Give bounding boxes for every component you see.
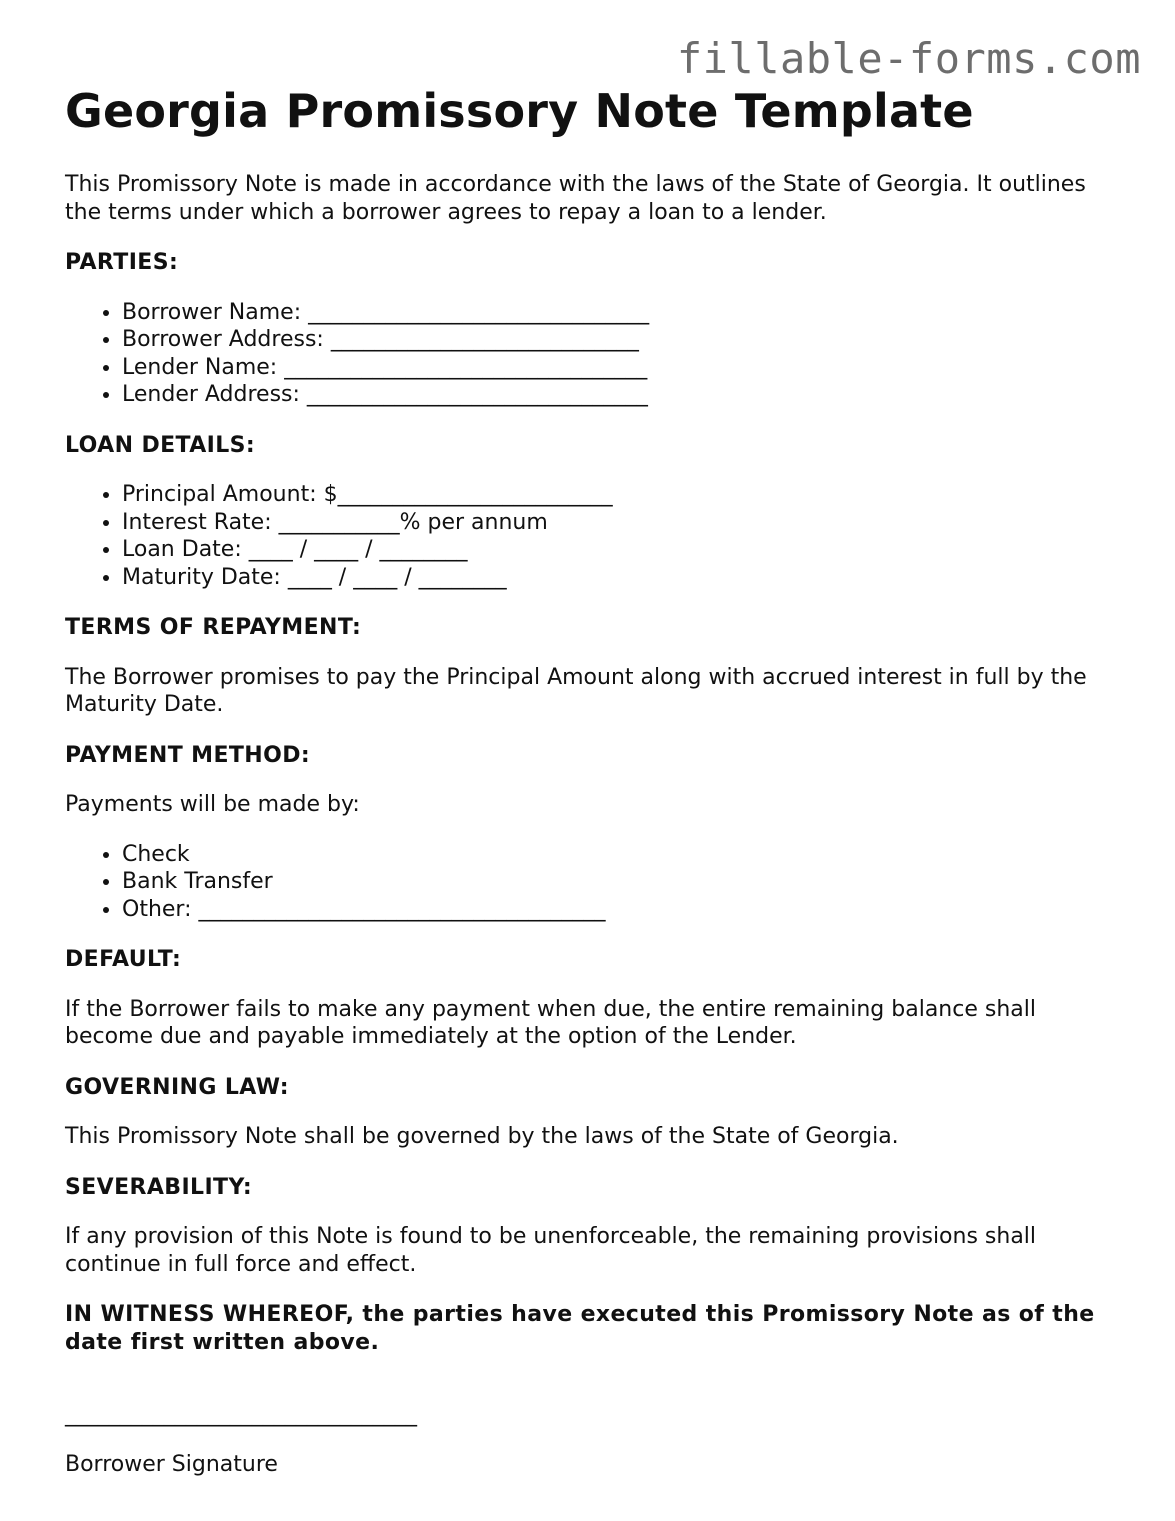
witness-statement: IN WITNESS WHEREOF, the parties have executed this Promissory Note as of the date first written above. — [65, 1302, 1095, 1355]
list-item-principal-amount[interactable]: • Principal Amount: $_________________________ — [122, 481, 1125, 509]
list-item-bank-transfer: • Bank Transfer — [122, 868, 1125, 896]
payment-method-paragraph: Payments will be made by: — [65, 792, 360, 817]
list-item-check: • Check — [122, 841, 1125, 869]
parties-heading: PARTIES: — [65, 250, 179, 275]
terms-heading: TERMS OF REPAYMENT: — [65, 615, 362, 640]
watermark: fillable-forms.com — [676, 34, 1141, 83]
signature-label: Borrower Signature — [65, 1451, 278, 1477]
signature-line[interactable]: ________________________________ — [65, 1402, 417, 1427]
governing-law-paragraph: This Promissory Note shall be governed by the laws of the State of Georgia. — [65, 1124, 899, 1149]
list-item-maturity-date[interactable]: • Maturity Date: ____ / ____ / ________ — [122, 564, 1125, 592]
list-item-lender-name[interactable]: • Lender Name: _________________________________ — [122, 354, 1125, 382]
list-item-borrower-name[interactable]: • Borrower Name: _______________________________ — [122, 299, 1125, 327]
parties-list — [65, 299, 1125, 409]
list-item-lender-address[interactable]: • Lender Address: _______________________________ — [122, 381, 1125, 409]
list-item-loan-date[interactable]: • Loan Date: ____ / ____ / ________ — [122, 536, 1125, 564]
list-item-interest-rate[interactable]: • Interest Rate: ___________% per annum — [122, 509, 1125, 537]
default-heading: DEFAULT: — [65, 947, 182, 972]
loan-details-heading: LOAN DETAILS: — [65, 432, 256, 458]
default-paragraph: If the Borrower fails to make any payment when due, the entire remaining balance shall become due and payable immediately at the option of the Lender. — [65, 996, 1036, 1049]
payment-method-heading: PAYMENT METHOD: — [65, 742, 311, 768]
list-item-other[interactable]: • Other: _____________________________________ — [122, 896, 1125, 924]
list-item-borrower-address[interactable]: • Borrower Address: ____________________________ — [122, 326, 1125, 354]
severability-heading: SEVERABILITY: — [65, 1174, 253, 1200]
intro-paragraph: This Promissory Note is made in accordance with the laws of the State of Georgia. It outlines the terms under which a borrower agrees to repay a loan to a lender. — [65, 172, 1086, 225]
governing-law-heading: GOVERNING LAW: — [65, 1074, 289, 1100]
loan-details-list — [65, 481, 1125, 591]
document-title: Georgia Promissory Note Template — [65, 84, 974, 138]
terms-paragraph: The Borrower promises to pay the Principal Amount along with accrued interest in full by the Maturity Date. — [65, 664, 1087, 717]
severability-paragraph: If any provision of this Note is found to be unenforceable, the remaining provisions shall continue in full force and effect. — [65, 1224, 1037, 1277]
payment-method-list — [65, 841, 1125, 924]
document-page — [65, 84, 1125, 1478]
